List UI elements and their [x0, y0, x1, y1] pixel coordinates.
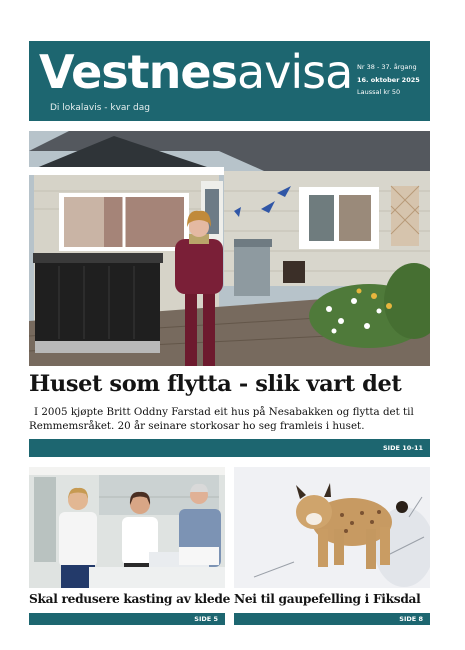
issue-price: Laussal kr 50: [357, 88, 401, 96]
main-headline: Huset som flytta - slik vart det: [29, 371, 402, 397]
masthead: [29, 41, 430, 121]
main-photo: [29, 131, 430, 366]
story-headline-clothes: Skal redusere kasting av klede: [29, 592, 231, 606]
newspaper-logo: [39, 43, 352, 101]
story-photo-lynx: [234, 467, 430, 588]
issue-info: [357, 61, 420, 99]
page-ref-bar-lynx: SIDE 8: [234, 613, 430, 625]
story-photo-clothes: [29, 467, 225, 588]
brand-bold: Vestnes: [39, 45, 237, 99]
main-lead-text: I 2005 kjøpte Britt Oddny Farstad eit hus på Nesabakken og flytta det til Remmemsråket. 20 år seinare storkosar ho seg framleis i huset.: [29, 406, 414, 432]
issue-date: 16. oktober 2025: [357, 75, 420, 84]
page-ref-bar-main: SIDE 10-11: [29, 439, 430, 457]
story-headline-lynx: Nei til gaupefelling i Fiksdal: [234, 592, 421, 606]
brand-light: avisa: [236, 45, 353, 99]
slogan: Di lokalavis - kvar dag: [50, 103, 150, 113]
main-lead: [29, 405, 430, 433]
page-ref-bar-clothes: SIDE 5: [29, 613, 225, 625]
issue-number: Nr 38 - 37. årgang: [357, 63, 417, 71]
